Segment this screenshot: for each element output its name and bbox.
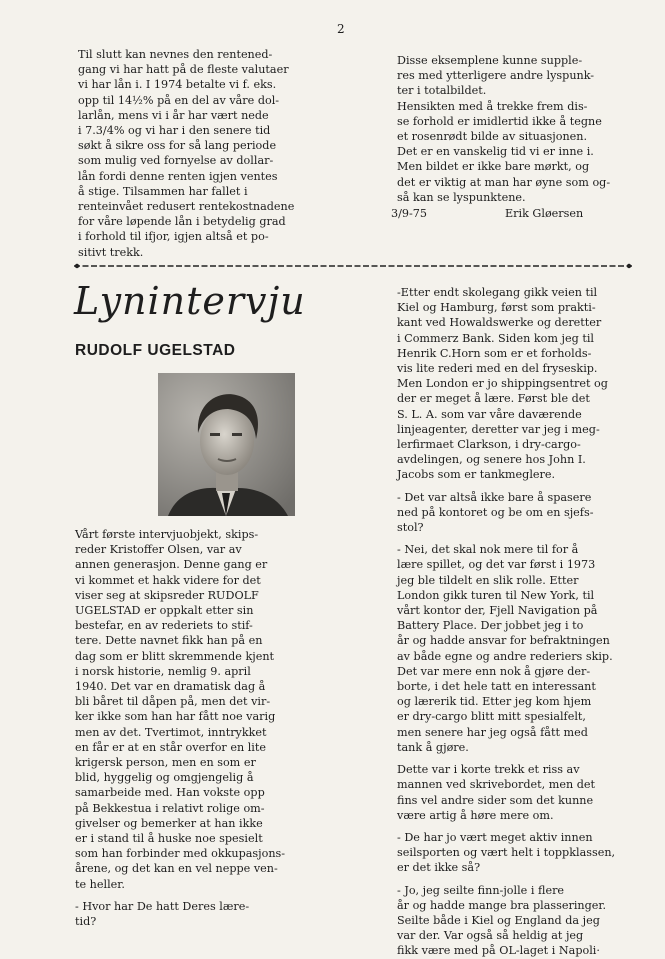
- text-line: i forhold til ifjor, igjen altså et po-: [78, 230, 269, 244]
- text-line: som han forbinder med okkupasjons-: [75, 847, 286, 861]
- text-line: -Etter endt skolegang gikk veien til: [397, 286, 598, 299]
- text-line: blid, hyggelig og omgjengelig å: [75, 771, 254, 785]
- text-line: vis lite rederi med en del fryseskip.: [397, 362, 598, 376]
- text-line: krigersk person, men en som er: [75, 756, 256, 770]
- text-line: 1940. Det var en dramatisk dag å: [75, 680, 266, 694]
- article-paragraph: [397, 490, 632, 536]
- text-line: mannen ved skrivebordet, men det: [397, 778, 596, 792]
- text-line: borte, i det hele tatt en interessant: [397, 680, 596, 694]
- text-line: - De har jo vært meget aktiv innen: [397, 830, 593, 844]
- text-line: lerfirmaet Clarkson, i dry-cargo-: [397, 438, 581, 452]
- text-line: vårt kontor der, Fjell Navigation på: [397, 604, 598, 618]
- text-line: annen generasjon. Denne gang er: [75, 558, 268, 572]
- text-line: Hensikten med å trekke frem dis-: [397, 99, 588, 113]
- text-line: tid?: [75, 915, 97, 929]
- text-line: reder Kristoffer Olsen, var av: [75, 543, 242, 557]
- paragraph-gap: [75, 892, 310, 899]
- text-line: gang vi har hatt på de fleste valutaer: [78, 63, 289, 77]
- article-paragraph: [397, 542, 632, 755]
- text-line: er det ikke så?: [397, 861, 481, 875]
- intro-paragraph: [78, 47, 310, 260]
- text-line: - Jo, jeg seilte finn-jolle i flere: [397, 883, 565, 897]
- article-byline: RUDOLF UGELSTAD: [75, 342, 236, 359]
- text-line: jeg ble tildelt en slik rolle. Etter: [397, 573, 579, 587]
- paragraph-gap: [397, 876, 632, 883]
- text-line: i Commerz Bank. Siden kom jeg til: [397, 331, 594, 345]
- text-line: være artig å høre mere om.: [397, 808, 554, 822]
- text-line: Vårt første intervjuobjekt, skips-: [75, 528, 259, 541]
- portrait-photo: [158, 373, 295, 516]
- text-line: i 7.3/4% og vi har i den senere tid: [78, 124, 271, 138]
- text-line: søkt å sikre oss for så lang periode: [78, 139, 277, 153]
- text-line: på Bekkestua i relativt rolige om-: [75, 801, 265, 815]
- paragraph-gap: [397, 483, 632, 490]
- text-line: lære spillet, og det var først i 1973: [397, 558, 596, 572]
- text-line: tank å gjøre.: [397, 740, 469, 754]
- text-line: givelser og bemerker at han ikke: [75, 816, 263, 830]
- text-line: te heller.: [75, 877, 125, 891]
- paragraph-gap: [397, 823, 632, 830]
- text-line: ker ikke som han har fått noe varig: [75, 710, 276, 724]
- text-line: som mulig ved fornyelse av dollar-: [78, 154, 274, 168]
- text-line: stol?: [397, 521, 424, 535]
- article-right-column: [397, 285, 632, 959]
- signoff-date: 3/9-75: [391, 207, 428, 220]
- intro-paragraph: [397, 99, 627, 205]
- text-line: UGELSTAD er oppkalt etter sin: [75, 604, 254, 618]
- text-line: - Det var altså ikke bare å spasere: [397, 490, 592, 504]
- text-line: linjeagenter, deretter var jeg i meg-: [397, 422, 600, 436]
- text-line: i norsk historie, nemlig 9. april: [75, 664, 251, 678]
- text-line: en får er at en står overfor en lite: [75, 740, 266, 754]
- text-line: Disse eksemplene kunne supple-: [397, 54, 583, 67]
- signoff-author: Erik Gløersen: [505, 207, 584, 220]
- text-line: er dry-cargo blitt mitt spesialfelt,: [397, 710, 586, 724]
- text-line: Men London er jo shippingsentret og: [397, 377, 608, 391]
- article-paragraph: [75, 527, 310, 892]
- text-line: - Hvor har De hatt Deres lære-: [75, 899, 250, 913]
- text-line: Det er en vanskelig tid vi er inne i.: [397, 145, 594, 159]
- text-line: der er meget å lære. Først ble det: [397, 392, 590, 406]
- text-line: ter i totalbildet.: [397, 84, 487, 98]
- text-line: er i stand til å huske noe spesielt: [75, 832, 263, 846]
- text-line: res med ytterligere andre lyspunk-: [397, 69, 595, 83]
- text-line: Det var mere enn nok å gjøre der-: [397, 664, 591, 678]
- text-line: og lærerik tid. Etter jeg kom hjem: [397, 695, 592, 709]
- article-paragraph: [397, 285, 632, 483]
- text-line: bli båret til dåpen på, men det vir-: [75, 695, 271, 709]
- paragraph-gap: [397, 755, 632, 762]
- text-line: år og hadde mange bra plasseringer.: [397, 898, 607, 912]
- text-line: lån fordi denne renten igjen ventes: [78, 169, 278, 183]
- intro-paragraph: [397, 53, 627, 99]
- text-line: larlån, mens vi i år har vært nede: [78, 108, 269, 122]
- article-paragraph: [397, 830, 632, 876]
- text-line: ned på kontoret og be om en sjefs-: [397, 505, 594, 519]
- text-line: renteinvået redusert rentekostnadene: [78, 200, 295, 214]
- text-line: vi kommet et hakk videre for det: [75, 573, 261, 587]
- text-line: viser seg at skipsreder RUDOLF: [75, 588, 259, 602]
- text-line: et rosenrødt bilde av situasjonen.: [397, 130, 588, 144]
- text-line: bestefar, en av rederiets to stif-: [75, 619, 253, 633]
- text-line: dag som er blitt skremmende kjent: [75, 649, 275, 663]
- text-line: tere. Dette navnet fikk han på en: [75, 634, 263, 648]
- text-line: London gikk turen til New York, til: [397, 588, 595, 602]
- interview-question: [75, 899, 310, 929]
- text-line: Henrik C.Horn som er et forholds-: [397, 346, 592, 360]
- text-line: så kan se lyspunktene.: [397, 190, 526, 204]
- text-line: sitivt trekk.: [78, 245, 144, 259]
- text-line: av både egne og andre rederiers skip.: [397, 649, 613, 663]
- text-line: Til slutt kan nevnes den rentened-: [78, 48, 273, 61]
- text-line: S. L. A. som var våre daværende: [397, 407, 582, 421]
- text-line: avdelingen, og senere hos John I.: [397, 453, 586, 467]
- text-line: Kiel og Hamburg, først som prakti-: [397, 301, 596, 315]
- article-paragraph: [397, 883, 632, 959]
- text-line: år og hadde ansvar for befraktningen: [397, 634, 610, 648]
- text-line: fikk være med på OL-laget i Napoli·: [397, 944, 600, 958]
- article-paragraph: [397, 762, 632, 823]
- text-line: var der. Var også så heldig at jeg: [397, 929, 584, 943]
- paragraph-gap: [397, 535, 632, 542]
- text-line: samarbeide med. Han vokste opp: [75, 786, 265, 800]
- text-line: Dette var i korte trekk et riss av: [397, 763, 580, 777]
- text-line: det er viktig at man har øyne som og-: [397, 175, 611, 189]
- text-line: årene, og det kan en vel neppe ven-: [75, 862, 278, 876]
- text-line: Seilte både i Kiel og England da jeg: [397, 913, 600, 927]
- text-line: opp til 14½% på en del av våre dol-: [78, 93, 280, 107]
- text-line: seilsporten og vært helt i toppklassen,: [397, 846, 616, 860]
- text-line: men av det. Tvertimot, inntrykket: [75, 725, 267, 739]
- text-line: Men bildet er ikke bare mørkt, og: [397, 160, 590, 174]
- text-line: for våre løpende lån i betydelig grad: [78, 215, 286, 229]
- text-line: vi har lån i. I 1974 betalte vi f. eks.: [78, 78, 277, 92]
- page-number: 2: [337, 22, 345, 36]
- text-line: kant ved Howaldswerke og deretter: [397, 316, 602, 330]
- article-headline: Lynintervju: [74, 279, 306, 323]
- text-line: Jacobs som er tankmeglere.: [397, 468, 556, 482]
- text-line: å stige. Tilsammen har fallet i: [78, 184, 248, 198]
- intro-right-column: [397, 53, 627, 205]
- article-left-column: [75, 527, 310, 929]
- text-line: men senere har jeg også fått med: [397, 725, 588, 739]
- section-divider: [74, 262, 632, 270]
- text-line: se forhold er imidlertid ikke å tegne: [397, 114, 602, 128]
- text-line: fins vel andre sider som det kunne: [397, 793, 594, 807]
- intro-left-column: [78, 47, 310, 260]
- text-line: Battery Place. Der jobbet jeg i to: [397, 619, 584, 633]
- text-line: - Nei, det skal nok mere til for å: [397, 543, 579, 557]
